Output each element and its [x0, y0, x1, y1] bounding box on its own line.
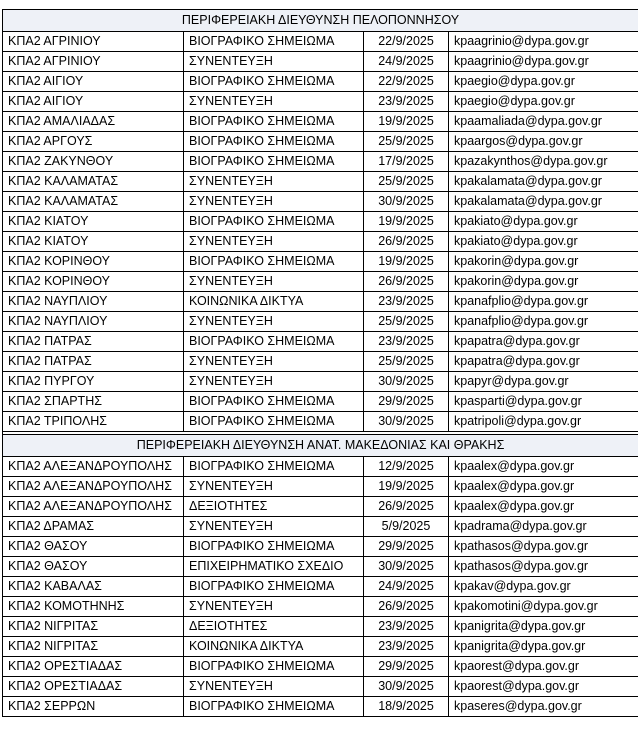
table-row — [3, 557, 638, 577]
office-cell: ΚΠΑ2 ΠΑΤΡΑΣ — [3, 352, 184, 372]
workshop-cell: ΒΙΟΓΡΑΦΙΚΟ ΣΗΜΕΙΩΜΑ — [184, 252, 364, 272]
email-cell: kpakalamata@dypa.gov.gr — [449, 172, 638, 192]
workshop-cell: ΒΙΟΓΡΑΦΙΚΟ ΣΗΜΕΙΩΜΑ — [184, 457, 364, 477]
table-row — [3, 92, 638, 112]
email-cell: kpakiato@dypa.gov.gr — [449, 232, 638, 252]
office-cell: ΚΠΑ2 ΟΡΕΣΤΙΑΔΑΣ — [3, 677, 184, 697]
email-cell: kpapatra@dypa.gov.gr — [449, 332, 638, 352]
email-cell: kpanigrita@dypa.gov.gr — [449, 617, 638, 637]
date-cell: 24/9/2025 — [364, 577, 449, 597]
table-row — [3, 32, 638, 52]
email-cell: kpakalamata@dypa.gov.gr — [449, 192, 638, 212]
date-cell: 26/9/2025 — [364, 497, 449, 517]
date-cell: 23/9/2025 — [364, 332, 449, 352]
date-cell: 23/9/2025 — [364, 92, 449, 112]
date-cell: 30/9/2025 — [364, 192, 449, 212]
office-cell: ΚΠΑ2 ΔΡΑΜΑΣ — [3, 517, 184, 537]
workshop-cell: ΒΙΟΓΡΑΦΙΚΟ ΣΗΜΕΙΩΜΑ — [184, 332, 364, 352]
office-cell: ΚΠΑ2 ΑΛΕΞΑΝΔΡΟΥΠΟΛΗΣ — [3, 497, 184, 517]
office-cell: ΚΠΑ2 ΑΓΡΙΝΙΟΥ — [3, 32, 184, 52]
workshop-cell: ΣΥΝΕΝΤΕΥΞΗ — [184, 172, 364, 192]
date-cell: 30/9/2025 — [364, 412, 449, 432]
office-cell: ΚΠΑ2 ΖΑΚΥΝΘΟΥ — [3, 152, 184, 172]
email-cell: kpakomotini@dypa.gov.gr — [449, 597, 638, 617]
table-row — [3, 677, 638, 697]
workshop-cell: ΣΥΝΕΝΤΕΥΞΗ — [184, 272, 364, 292]
email-cell: kpaalex@dypa.gov.gr — [449, 457, 638, 477]
date-cell: 19/9/2025 — [364, 212, 449, 232]
table-row — [3, 172, 638, 192]
date-cell: 19/9/2025 — [364, 477, 449, 497]
table-row — [3, 232, 638, 252]
office-cell: ΚΠΑ2 ΝΙΓΡΙΤΑΣ — [3, 637, 184, 657]
date-cell: 22/9/2025 — [364, 72, 449, 92]
section-header — [3, 435, 638, 457]
date-cell: 23/9/2025 — [364, 637, 449, 657]
office-cell: ΚΠΑ2 ΚΑΛΑΜΑΤΑΣ — [3, 192, 184, 212]
workshop-cell: ΒΙΟΓΡΑΦΙΚΟ ΣΗΜΕΙΩΜΑ — [184, 697, 364, 717]
date-cell: 12/9/2025 — [364, 457, 449, 477]
office-cell: ΚΠΑ2 ΚΑΛΑΜΑΤΑΣ — [3, 172, 184, 192]
date-cell: 30/9/2025 — [364, 677, 449, 697]
email-cell: kpadrama@dypa.gov.gr — [449, 517, 638, 537]
email-cell: kpaorest@dypa.gov.gr — [449, 677, 638, 697]
date-cell: 17/9/2025 — [364, 152, 449, 172]
office-cell: ΚΠΑ2 ΘΑΣΟΥ — [3, 557, 184, 577]
email-cell: kpazakynthos@dypa.gov.gr — [449, 152, 638, 172]
email-cell: kpaargos@dypa.gov.gr — [449, 132, 638, 152]
email-cell: kpapatra@dypa.gov.gr — [449, 352, 638, 372]
table-row — [3, 152, 638, 172]
table-row — [3, 617, 638, 637]
section-header — [3, 10, 638, 32]
email-cell: kpaegio@dypa.gov.gr — [449, 92, 638, 112]
date-cell: 25/9/2025 — [364, 352, 449, 372]
date-cell: 26/9/2025 — [364, 232, 449, 252]
email-cell: kpaalex@dypa.gov.gr — [449, 477, 638, 497]
table-row — [3, 52, 638, 72]
date-cell: 22/9/2025 — [364, 32, 449, 52]
section-title: ΠΕΡΙΦΕΡΕΙΑΚΗ ΔΙΕΥΘΥΝΣΗ ΑΝΑΤ. ΜΑΚΕΔΟΝΙΑΣ ΚΑΙ ΘΡΑΚΗΣ — [3, 435, 638, 457]
office-cell: ΚΠΑ2 ΝΑΥΠΛΙΟΥ — [3, 312, 184, 332]
workshop-cell: ΒΙΟΓΡΑΦΙΚΟ ΣΗΜΕΙΩΜΑ — [184, 657, 364, 677]
workshop-schedule-table — [2, 9, 638, 717]
table-row — [3, 392, 638, 412]
email-cell: kpaamaliada@dypa.gov.gr — [449, 112, 638, 132]
workshop-cell: ΒΙΟΓΡΑΦΙΚΟ ΣΗΜΕΙΩΜΑ — [184, 577, 364, 597]
email-cell: kpapyr@dypa.gov.gr — [449, 372, 638, 392]
workshop-cell: ΚΟΙΝΩΝΙΚΑ ΔΙΚΤΥΑ — [184, 637, 364, 657]
table-row — [3, 637, 638, 657]
workshop-cell: ΔΕΞΙΟΤΗΤΕΣ — [184, 617, 364, 637]
date-cell: 29/9/2025 — [364, 537, 449, 557]
email-cell: kpathasos@dypa.gov.gr — [449, 537, 638, 557]
email-cell: kpaseres@dypa.gov.gr — [449, 697, 638, 717]
office-cell: ΚΠΑ2 ΑΡΓΟΥΣ — [3, 132, 184, 152]
office-cell: ΚΠΑ2 ΑΛΕΞΑΝΔΡΟΥΠΟΛΗΣ — [3, 457, 184, 477]
date-cell: 25/9/2025 — [364, 172, 449, 192]
section-title: ΠΕΡΙΦΕΡΕΙΑΚΗ ΔΙΕΥΘΥΝΣΗ ΠΕΛΟΠΟΝΝΗΣΟΥ — [3, 10, 638, 32]
workshop-cell: ΣΥΝΕΝΤΕΥΞΗ — [184, 192, 364, 212]
office-cell: ΚΠΑ2 ΚΑΒΑΛΑΣ — [3, 577, 184, 597]
workshop-cell: ΒΙΟΓΡΑΦΙΚΟ ΣΗΜΕΙΩΜΑ — [184, 392, 364, 412]
date-cell: 18/9/2025 — [364, 697, 449, 717]
workshop-cell: ΚΟΙΝΩΝΙΚΑ ΔΙΚΤΥΑ — [184, 292, 364, 312]
table-row — [3, 312, 638, 332]
workshop-cell: ΣΥΝΕΝΤΕΥΞΗ — [184, 312, 364, 332]
workshop-cell: ΒΙΟΓΡΑΦΙΚΟ ΣΗΜΕΙΩΜΑ — [184, 72, 364, 92]
workshop-cell: ΒΙΟΓΡΑΦΙΚΟ ΣΗΜΕΙΩΜΑ — [184, 537, 364, 557]
workshop-cell: ΣΥΝΕΝΤΕΥΞΗ — [184, 372, 364, 392]
email-cell: kpaagrinio@dypa.gov.gr — [449, 32, 638, 52]
email-cell: kpakiato@dypa.gov.gr — [449, 212, 638, 232]
email-cell: kpakorin@dypa.gov.gr — [449, 252, 638, 272]
table-row — [3, 132, 638, 152]
workshop-cell: ΕΠΙΧΕΙΡΗΜΑΤΙΚΟ ΣΧΕΔΙΟ — [184, 557, 364, 577]
table-row — [3, 577, 638, 597]
workshop-cell: ΣΥΝΕΝΤΕΥΞΗ — [184, 477, 364, 497]
office-cell: ΚΠΑ2 ΚΙΑΤΟΥ — [3, 212, 184, 232]
table-row — [3, 352, 638, 372]
table-row — [3, 72, 638, 92]
table-row — [3, 112, 638, 132]
email-cell: kpaegio@dypa.gov.gr — [449, 72, 638, 92]
email-cell: kpakorin@dypa.gov.gr — [449, 272, 638, 292]
date-cell: 26/9/2025 — [364, 597, 449, 617]
table-body — [3, 10, 638, 717]
table-row — [3, 252, 638, 272]
date-cell: 23/9/2025 — [364, 292, 449, 312]
date-cell: 30/9/2025 — [364, 372, 449, 392]
workshop-cell: ΣΥΝΕΝΤΕΥΞΗ — [184, 597, 364, 617]
table-row — [3, 372, 638, 392]
workshop-cell: ΔΕΞΙΟΤΗΤΕΣ — [184, 497, 364, 517]
office-cell: ΚΠΑ2 ΚΟΜΟΤΗΝΗΣ — [3, 597, 184, 617]
table-row — [3, 597, 638, 617]
date-cell: 26/9/2025 — [364, 272, 449, 292]
office-cell: ΚΠΑ2 ΠΥΡΓΟΥ — [3, 372, 184, 392]
email-cell: kpathasos@dypa.gov.gr — [449, 557, 638, 577]
office-cell: ΚΠΑ2 ΝΑΥΠΛΙΟΥ — [3, 292, 184, 312]
workshop-cell: ΣΥΝΕΝΤΕΥΞΗ — [184, 352, 364, 372]
table-row — [3, 192, 638, 212]
email-cell: kpatripoli@dypa.gov.gr — [449, 412, 638, 432]
office-cell: ΚΠΑ2 ΚΟΡΙΝΘΟΥ — [3, 272, 184, 292]
email-cell: kpaalex@dypa.gov.gr — [449, 497, 638, 517]
email-cell: kpaagrinio@dypa.gov.gr — [449, 52, 638, 72]
office-cell: ΚΠΑ2 ΟΡΕΣΤΙΑΔΑΣ — [3, 657, 184, 677]
date-cell: 25/9/2025 — [364, 132, 449, 152]
email-cell: kpakav@dypa.gov.gr — [449, 577, 638, 597]
table-row — [3, 272, 638, 292]
email-cell: kpanigrita@dypa.gov.gr — [449, 637, 638, 657]
table-row — [3, 212, 638, 232]
workshop-cell: ΣΥΝΕΝΤΕΥΞΗ — [184, 92, 364, 112]
table-row — [3, 517, 638, 537]
office-cell: ΚΠΑ2 ΝΙΓΡΙΤΑΣ — [3, 617, 184, 637]
email-cell: kpaorest@dypa.gov.gr — [449, 657, 638, 677]
office-cell: ΚΠΑ2 ΘΑΣΟΥ — [3, 537, 184, 557]
table-row — [3, 697, 638, 717]
office-cell: ΚΠΑ2 ΑΛΕΞΑΝΔΡΟΥΠΟΛΗΣ — [3, 477, 184, 497]
office-cell: ΚΠΑ2 ΣΠΑΡΤΗΣ — [3, 392, 184, 412]
workshop-cell: ΣΥΝΕΝΤΕΥΞΗ — [184, 52, 364, 72]
date-cell: 23/9/2025 — [364, 617, 449, 637]
date-cell: 29/9/2025 — [364, 657, 449, 677]
table-row — [3, 477, 638, 497]
workshop-cell: ΣΥΝΕΝΤΕΥΞΗ — [184, 677, 364, 697]
office-cell: ΚΠΑ2 ΑΓΡΙΝΙΟΥ — [3, 52, 184, 72]
date-cell: 25/9/2025 — [364, 312, 449, 332]
date-cell: 19/9/2025 — [364, 252, 449, 272]
email-cell: kpasparti@dypa.gov.gr — [449, 392, 638, 412]
table-row — [3, 292, 638, 312]
office-cell: ΚΠΑ2 ΑΜΑΛΙΑΔΑΣ — [3, 112, 184, 132]
workshop-cell: ΣΥΝΕΝΤΕΥΞΗ — [184, 517, 364, 537]
date-cell: 30/9/2025 — [364, 557, 449, 577]
table-row — [3, 457, 638, 477]
table-row — [3, 537, 638, 557]
office-cell: ΚΠΑ2 ΑΙΓΙΟΥ — [3, 72, 184, 92]
email-cell: kpanafplio@dypa.gov.gr — [449, 312, 638, 332]
office-cell: ΚΠΑ2 ΤΡΙΠΟΛΗΣ — [3, 412, 184, 432]
date-cell: 24/9/2025 — [364, 52, 449, 72]
office-cell: ΚΠΑ2 ΑΙΓΙΟΥ — [3, 92, 184, 112]
office-cell: ΚΠΑ2 ΣΕΡΡΩΝ — [3, 697, 184, 717]
table-row — [3, 657, 638, 677]
workshop-cell: ΒΙΟΓΡΑΦΙΚΟ ΣΗΜΕΙΩΜΑ — [184, 132, 364, 152]
table-row — [3, 332, 638, 352]
office-cell: ΚΠΑ2 ΠΑΤΡΑΣ — [3, 332, 184, 352]
workshop-cell: ΒΙΟΓΡΑΦΙΚΟ ΣΗΜΕΙΩΜΑ — [184, 32, 364, 52]
office-cell: ΚΠΑ2 ΚΟΡΙΝΘΟΥ — [3, 252, 184, 272]
date-cell: 19/9/2025 — [364, 112, 449, 132]
date-cell: 5/9/2025 — [364, 517, 449, 537]
workshop-cell: ΒΙΟΓΡΑΦΙΚΟ ΣΗΜΕΙΩΜΑ — [184, 112, 364, 132]
workshop-cell: ΒΙΟΓΡΑΦΙΚΟ ΣΗΜΕΙΩΜΑ — [184, 412, 364, 432]
table-row — [3, 412, 638, 432]
workshop-cell: ΣΥΝΕΝΤΕΥΞΗ — [184, 232, 364, 252]
table-row — [3, 497, 638, 517]
date-cell: 29/9/2025 — [364, 392, 449, 412]
workshop-cell: ΒΙΟΓΡΑΦΙΚΟ ΣΗΜΕΙΩΜΑ — [184, 152, 364, 172]
workshop-cell: ΒΙΟΓΡΑΦΙΚΟ ΣΗΜΕΙΩΜΑ — [184, 212, 364, 232]
office-cell: ΚΠΑ2 ΚΙΑΤΟΥ — [3, 232, 184, 252]
email-cell: kpanafplio@dypa.gov.gr — [449, 292, 638, 312]
